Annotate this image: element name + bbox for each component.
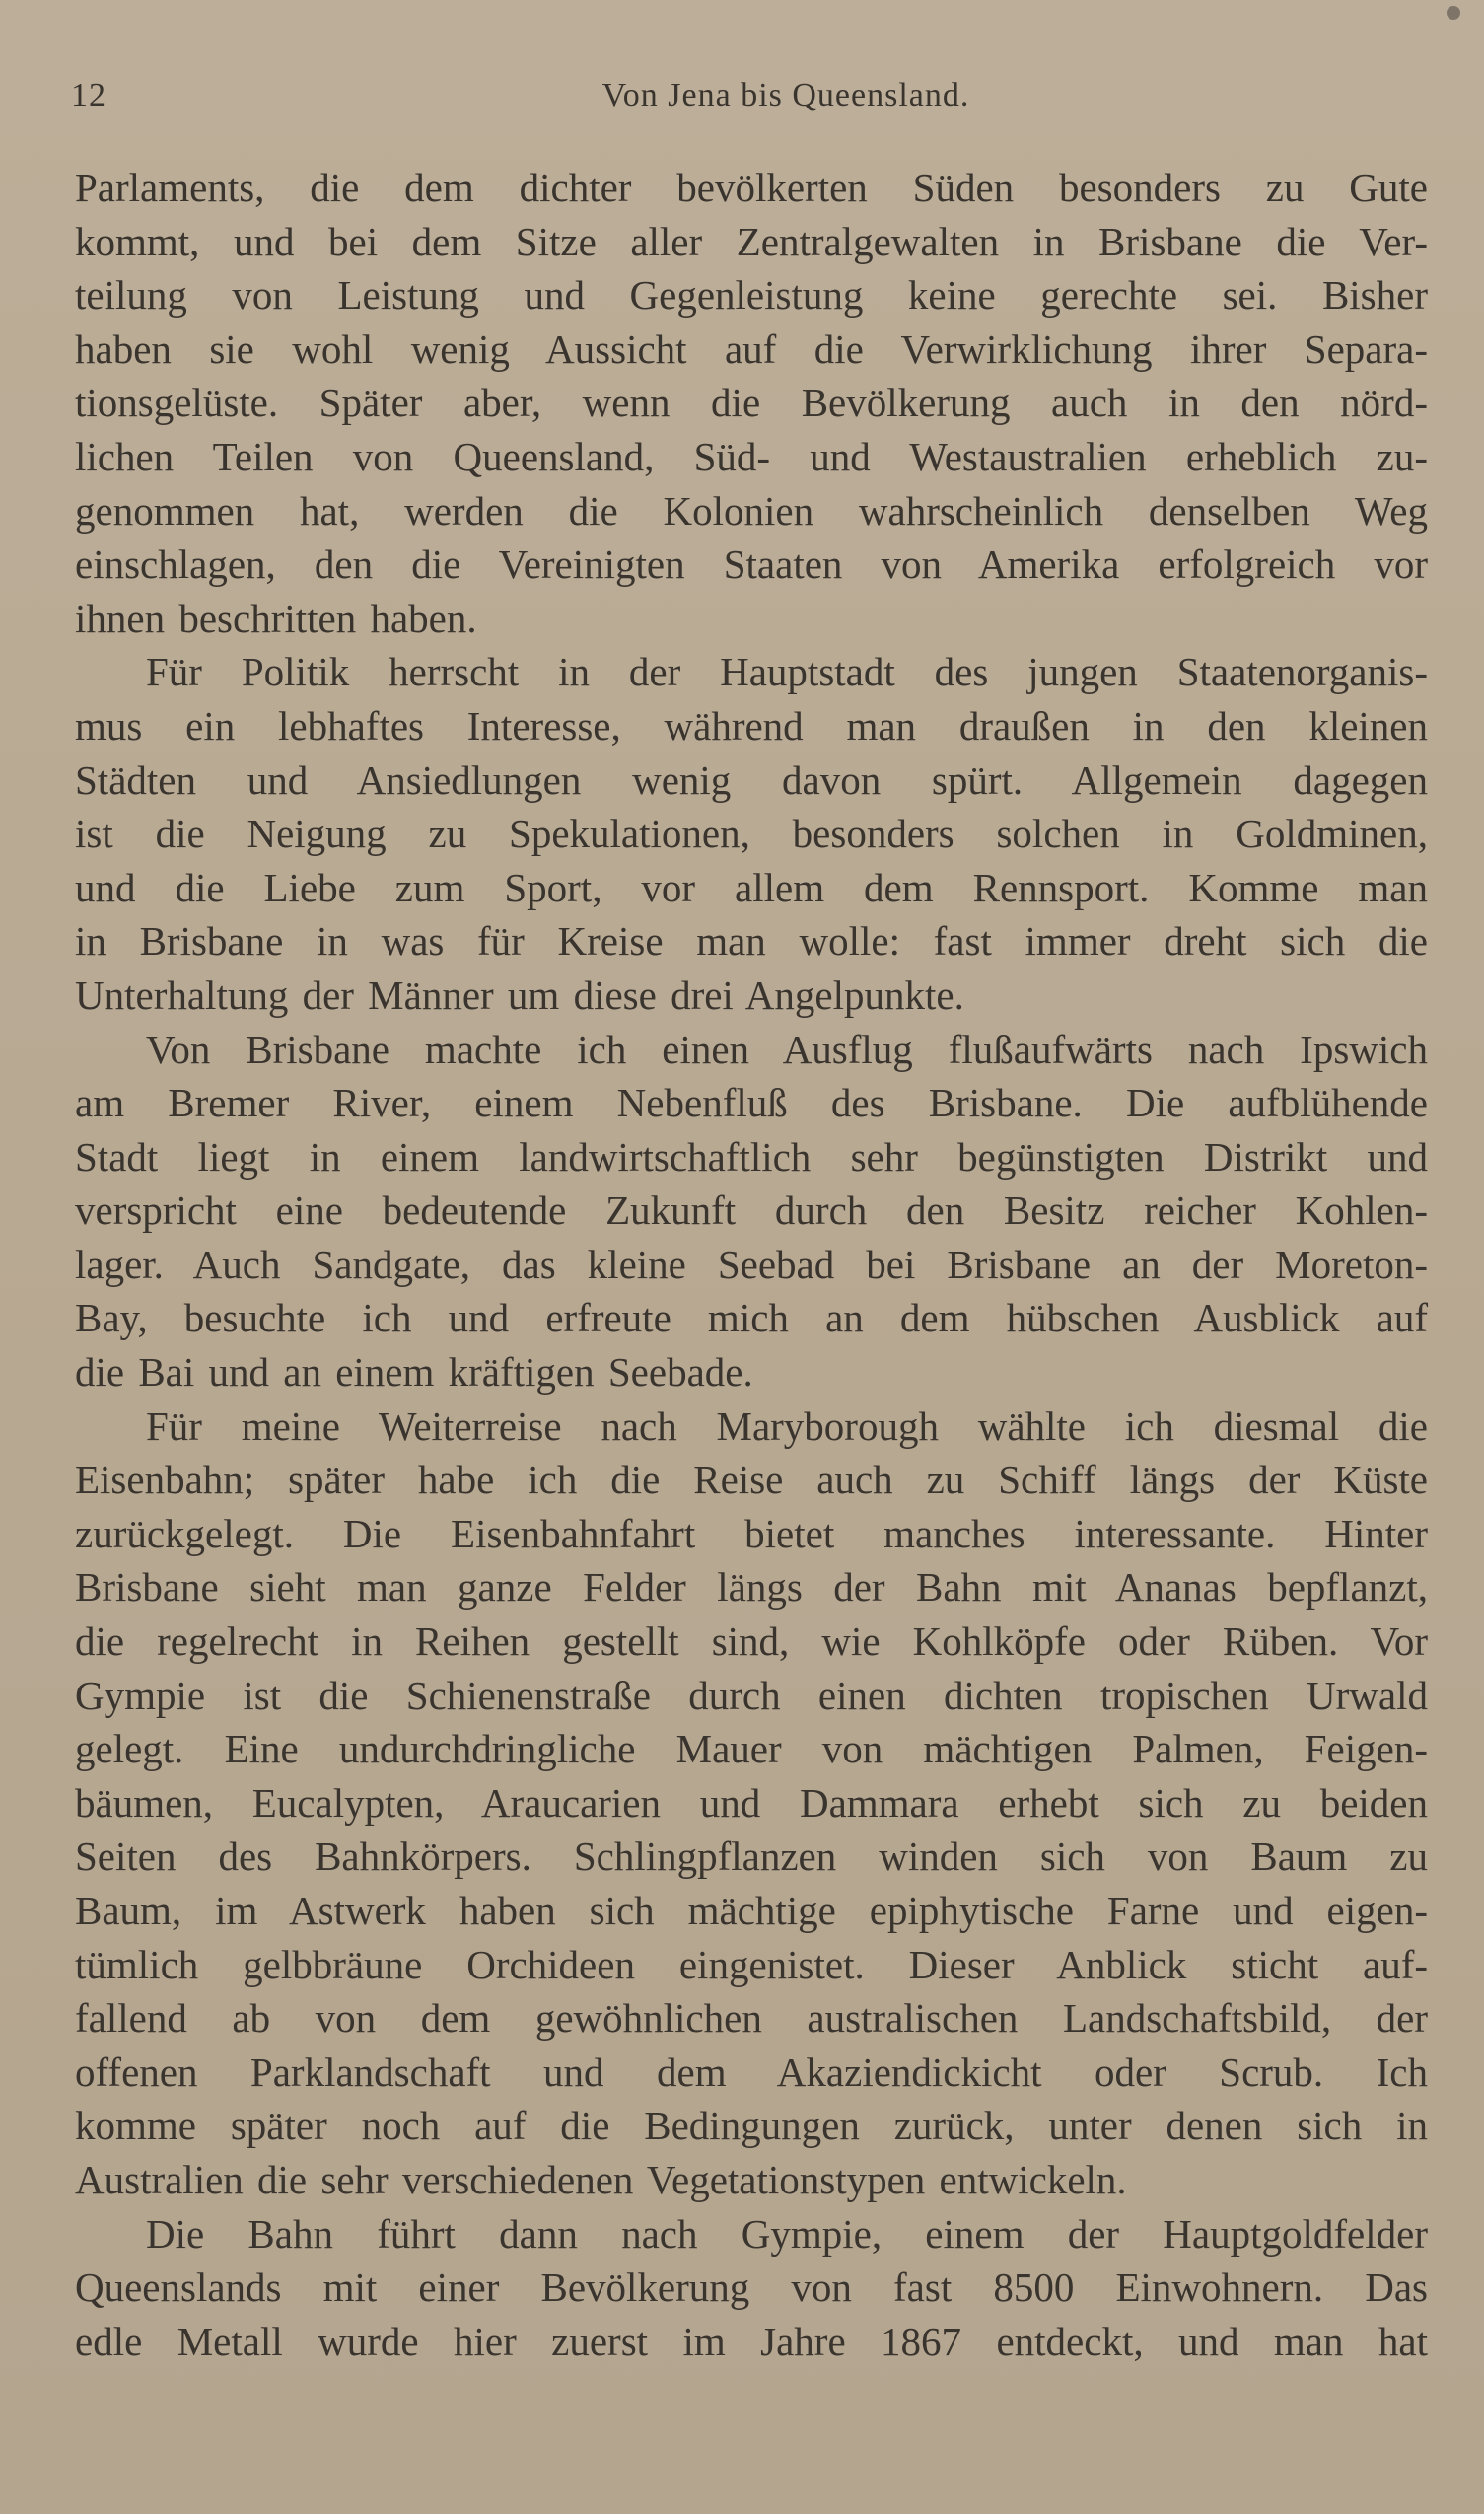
- text-line: und die Liebe zum Sport, vor allem dem Rennsport. Komme man: [75, 864, 1428, 910]
- text-line: kommt, und bei dem Sitze aller Zentralgewalten in Brisbane die Ver-: [75, 218, 1428, 264]
- text-line: mus ein lebhaftes Interesse, während man draußen in den kleinen: [75, 702, 1428, 749]
- text-line: Unterhaltung der Männer um diese drei Angelpunkte.: [75, 971, 964, 1018]
- text-line: die regelrecht in Reihen gestellt sind, wie Kohlköpfe oder Rüben. Vor: [75, 1618, 1428, 1665]
- text-line: Australien die sehr verschiedenen Vegetationstypen entwickeln.: [75, 2156, 1127, 2202]
- text-line: gelegt. Eine undurchdringliche Mauer von mächtigen Palmen, Feigen-: [75, 1726, 1428, 1772]
- text-line: Bay, besuchte ich und erfreute mich an dem hübschen Ausblick auf: [75, 1295, 1428, 1341]
- dust-speck: [1447, 6, 1460, 20]
- text-line: Für meine Weiterreise nach Maryborough wählte ich diesmal die: [146, 1402, 1428, 1449]
- text-line: Eisenbahn; später habe ich die Reise auch zu Schiff längs der Küste: [75, 1457, 1428, 1503]
- text-line: Baum, im Astwerk haben sich mächtige epiphytische Farne und eigen-: [75, 1888, 1428, 1933]
- text-line: tümlich gelbbräune Orchideen eingenistet. Dieser Anblick sticht auf-: [75, 1941, 1428, 1987]
- text-line: Städten und Ansiedlungen wenig davon spürt. Allgemein dagegen: [75, 756, 1428, 803]
- text-line: lager. Auch Sandgate, das kleine Seebad bei Brisbane an der Moreton-: [75, 1241, 1428, 1287]
- text-line: Von Brisbane machte ich einen Ausflug flußaufwärts nach Ipswich: [146, 1026, 1428, 1072]
- running-title: Von Jena bis Queensland.: [601, 77, 970, 113]
- text-line: zurückgelegt. Die Eisenbahnfahrt bietet manches interessante. Hinter: [75, 1510, 1428, 1556]
- text-line: ist die Neigung zu Spekulationen, besonders solchen in Goldminen,: [75, 811, 1428, 857]
- text-line: offenen Parklandschaft und dem Akaziendickicht oder Scrub. Ich: [75, 2048, 1428, 2095]
- text-line: Seiten des Bahnkörpers. Schlingpflanzen winden sich von Baum zu: [75, 1833, 1428, 1880]
- text-line: die Bai und an einem kräftigen Seebade.: [75, 1349, 753, 1396]
- text-line: in Brisbane in was für Kreise man wolle: fast immer dreht sich die: [75, 918, 1428, 965]
- text-line: einschlagen, den die Vereinigten Staaten von Amerika erfolgreich vor: [75, 541, 1428, 588]
- text-line: Queenslands mit einer Bevölkerung von fast 8500 Einwohnern. Das: [75, 2264, 1428, 2311]
- text-line: teilung von Leistung und Gegenleistung keine gerechte sei. Bisher: [75, 272, 1428, 319]
- text-line: tionsgelüste. Später aber, wenn die Bevölkerung auch in den nörd-: [75, 380, 1428, 426]
- text-line: haben sie wohl wenig Aussicht auf die Verwirklichung ihrer Separa-: [75, 325, 1428, 372]
- text-line: Die Bahn führt dann nach Gympie, einem der Hauptgoldfelder: [146, 2210, 1428, 2257]
- text-line: Stadt liegt in einem landwirtschaftlich sehr begünstigten Distrikt und: [75, 1133, 1428, 1180]
- text-line: genommen hat, werden die Kolonien wahrscheinlich denselben Weg: [75, 487, 1428, 534]
- text-line: Gympie ist die Schienenstraße durch einen dichten tropischen Urwald: [75, 1672, 1428, 1718]
- page-number: 12: [71, 77, 106, 113]
- text-line: am Bremer River, einem Nebenfluß des Brisbane. Die aufblühende: [75, 1080, 1428, 1126]
- text-line: verspricht eine bedeutende Zukunft durch den Besitz reicher Kohlen-: [75, 1187, 1428, 1234]
- text-line: Für Politik herrscht in der Hauptstadt des jungen Staatenorganis-: [146, 649, 1428, 695]
- text-line: bäumen, Eucalypten, Araucarien und Dammara erhebt sich zu beiden: [75, 1779, 1428, 1826]
- body-text: [75, 161, 1428, 2368]
- text-line: Parlaments, die dem dichter bevölkerten Süden besonders zu Gute: [75, 165, 1428, 210]
- text-line: komme später noch auf die Bedingungen zurück, unter denen sich in: [75, 2103, 1428, 2149]
- text-line: fallend ab von dem gewöhnlichen australischen Landschaftsbild, der: [75, 1995, 1428, 2042]
- text-line: lichen Teilen von Queensland, Süd- und Westaustralien erheblich zu-: [75, 433, 1428, 479]
- text-line: edle Metall wurde hier zuerst im Jahre 1867 entdeckt, und man hat: [75, 2318, 1428, 2364]
- text-line: Brisbane sieht man ganze Felder längs der Bahn mit Ananas bepflanzt,: [75, 1564, 1428, 1611]
- running-header: [71, 77, 1432, 126]
- text-line: ihnen beschritten haben.: [75, 595, 477, 641]
